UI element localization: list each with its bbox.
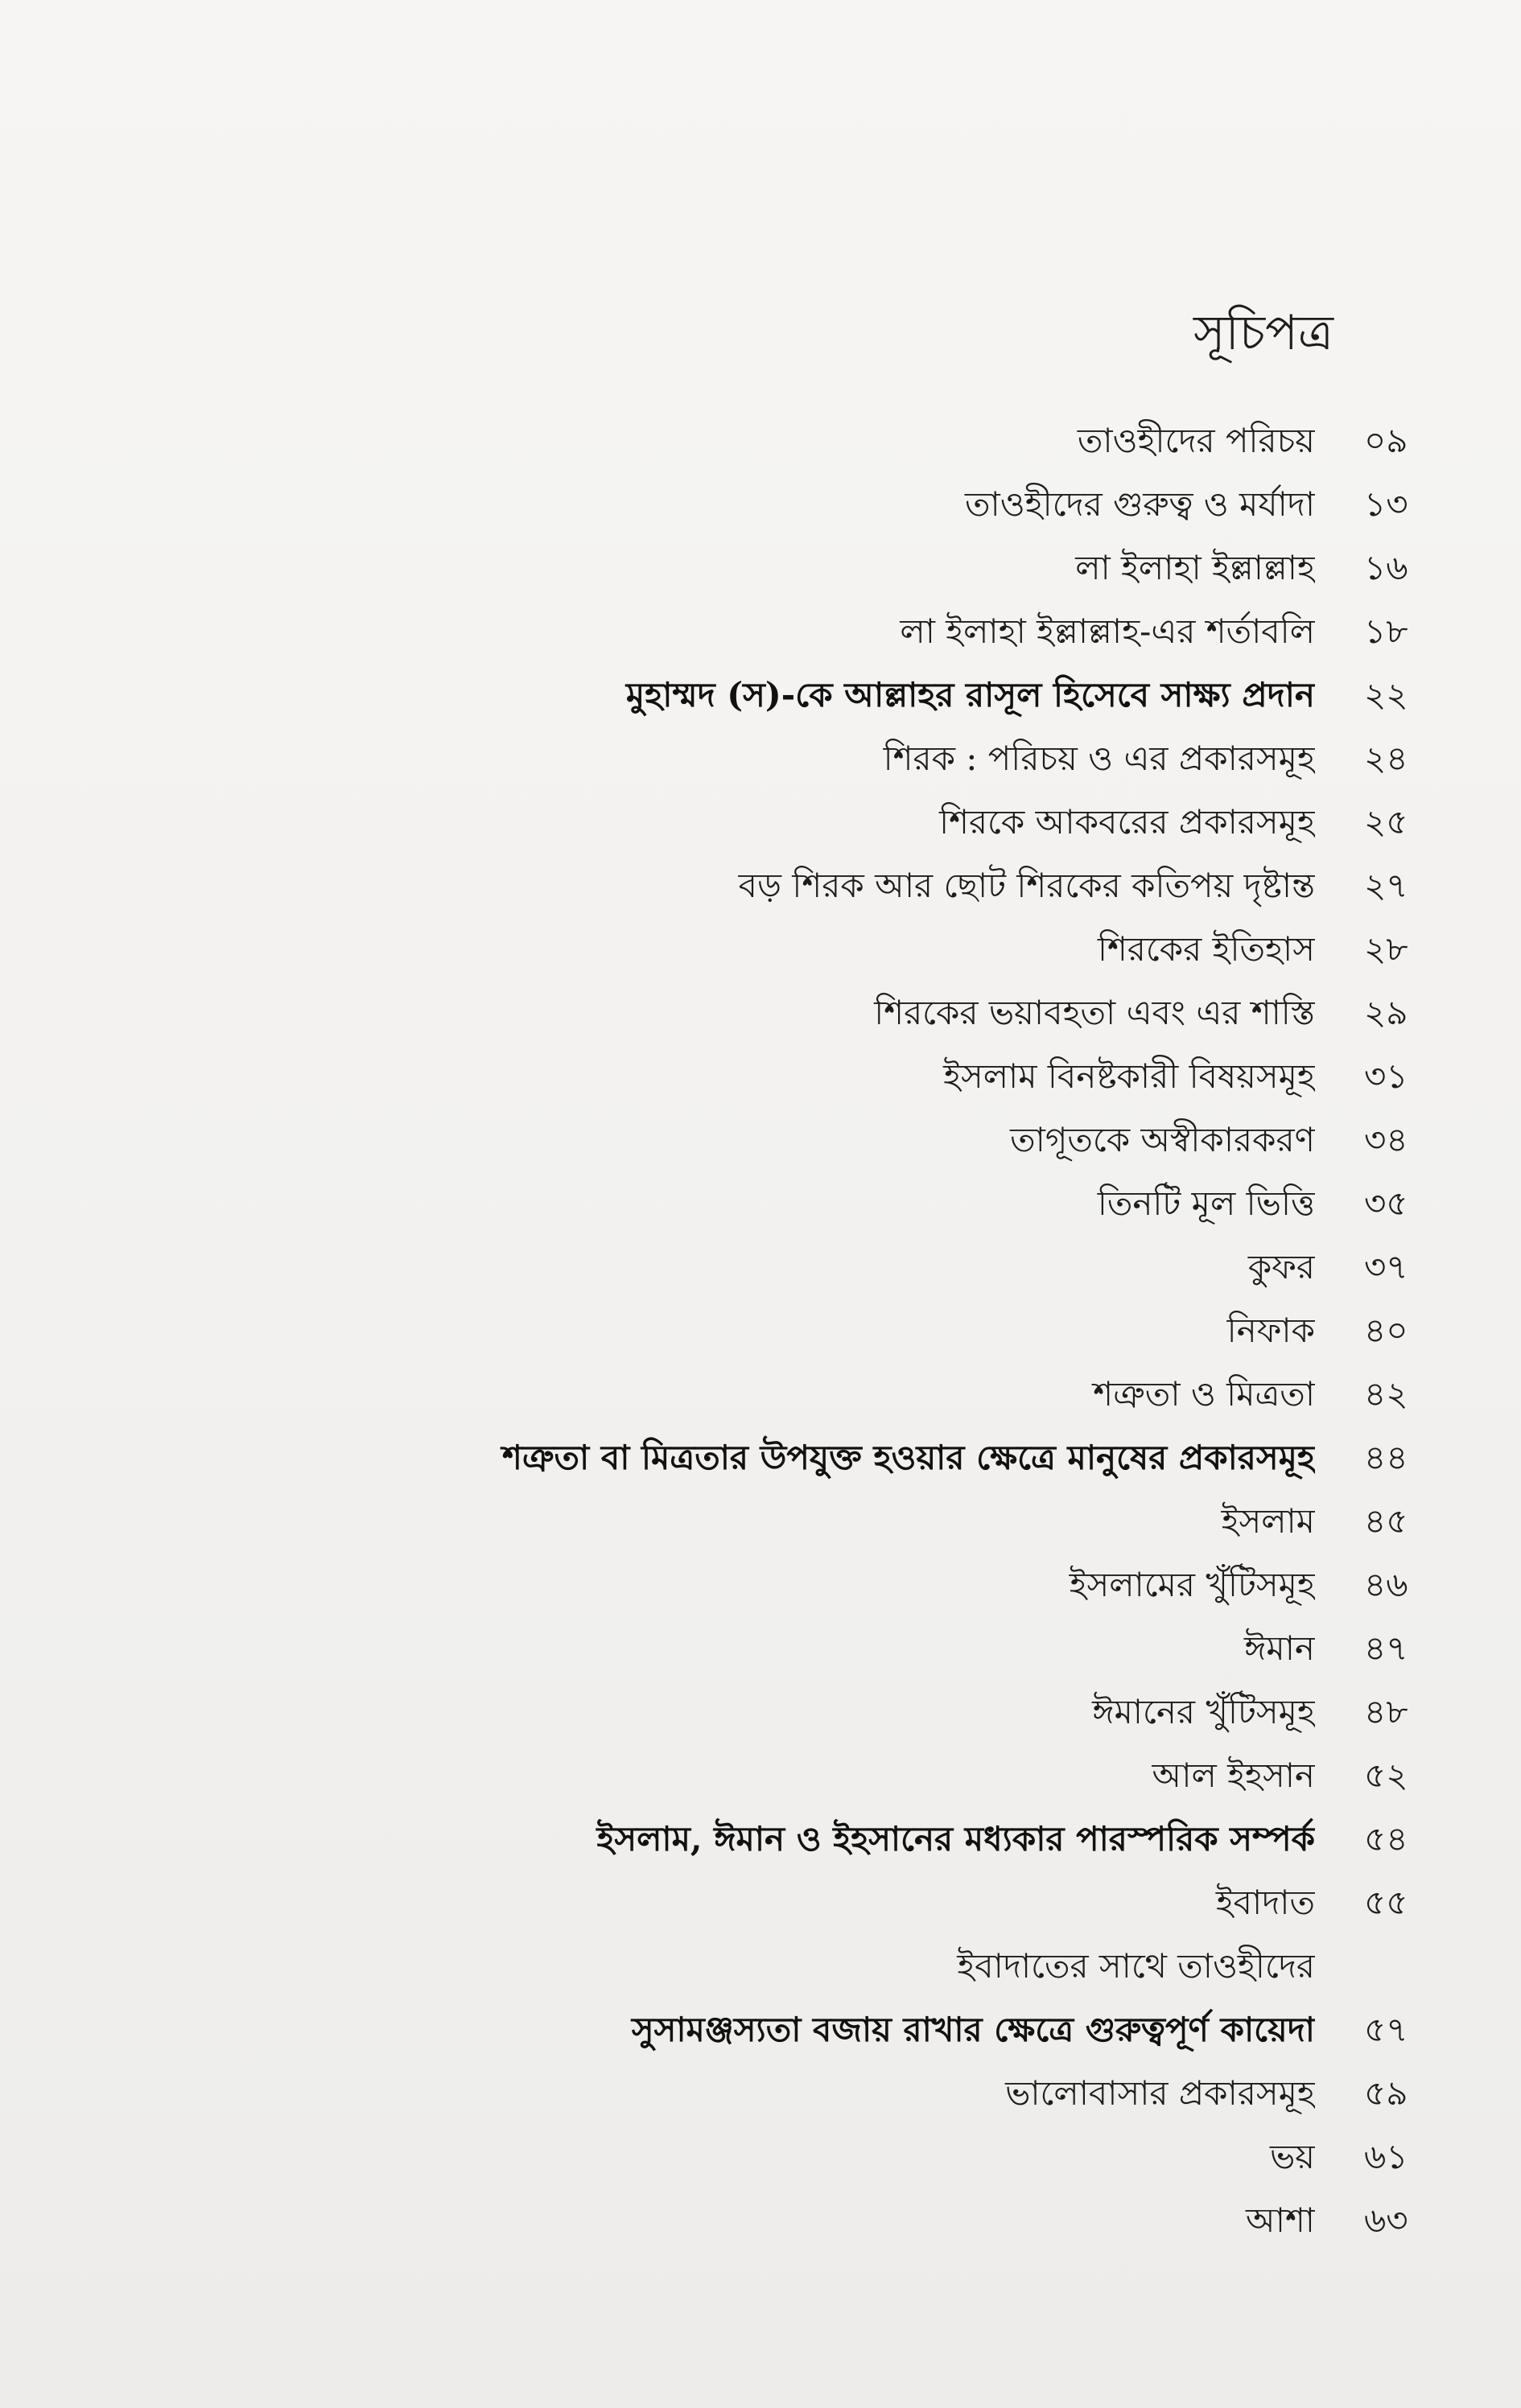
toc-entry xyxy=(0,1426,1521,1489)
toc-entry xyxy=(0,472,1521,536)
toc-entry-title: শিরক : পরিচয় ও এর প্রকারসমূহ xyxy=(883,739,1315,778)
toc-entry xyxy=(0,1616,1521,1680)
toc-entry-page-number: ৩১ xyxy=(1364,1056,1408,1096)
toc-entry xyxy=(0,854,1521,917)
toc-entry-title: ইসলাম বিনষ্টকারী বিষয়সমূহ xyxy=(943,1056,1315,1096)
toc-entry-page-number: ২৫ xyxy=(1364,802,1408,842)
toc-entry-title: শিরকে আকবরের প্রকারসমূহ xyxy=(939,802,1315,842)
toc-entry-title-line: ইবাদাতের সাথে তাওহীদের xyxy=(957,1946,1315,1986)
toc-entry-title: তাওহীদের পরিচয় xyxy=(1077,421,1315,460)
toc-entry-page-number: ৪৪ xyxy=(1364,1438,1408,1477)
toc-entry-line xyxy=(0,1934,1521,1998)
toc-entry xyxy=(0,1108,1521,1171)
toc-entry-title: তাগূতকে অস্বীকারকরণ xyxy=(1010,1120,1315,1159)
toc-entry xyxy=(0,409,1521,472)
toc-entry-page-number: ২২ xyxy=(1364,675,1408,714)
toc-entry-page-number: ৫৭ xyxy=(1364,2010,1408,2049)
toc-entry xyxy=(0,1807,1521,1871)
toc-entry-title: শিরকের ইতিহাস xyxy=(1097,929,1315,969)
toc-entry-title: ভালোবাসার প্রকারসমূহ xyxy=(1005,2073,1315,2113)
toc-entry xyxy=(0,981,1521,1044)
toc-entry-title: তিনটি মূল ভিত্তি xyxy=(1097,1183,1315,1223)
toc-entry-title: শত্রুতা বা মিত্রতার উপযুক্ত হওয়ার ক্ষেত্রে মানুষের প্রকারসমূহ xyxy=(502,1438,1315,1477)
toc-entry-page-number: ৪২ xyxy=(1364,1374,1408,1414)
toc-entry-title: লা ইলাহা ইল্লাল্লাহ-এর শর্তাবলি xyxy=(900,611,1315,651)
toc-entry-page-number: ১৩ xyxy=(1364,484,1408,524)
toc-entry-title: লা ইলাহা ইল্লাল্লাহ xyxy=(1075,548,1315,587)
toc-entry-title: আশা xyxy=(1245,2200,1315,2240)
toc-entry xyxy=(0,663,1521,727)
toc-entry-title: কুফর xyxy=(1247,1247,1315,1286)
toc-entry-page-number: ৬১ xyxy=(1364,2137,1408,2176)
toc-entry xyxy=(0,1235,1521,1299)
toc-entry-page-number: ৪৬ xyxy=(1364,1565,1408,1604)
toc-entry-page-number: ৪৫ xyxy=(1364,1501,1408,1541)
toc-entry xyxy=(0,1680,1521,1743)
toc-entry xyxy=(0,1743,1521,1807)
toc-entry-page-number: ৬৩ xyxy=(1364,2200,1408,2240)
toc-entry-title: ভয় xyxy=(1269,2137,1315,2176)
toc-entry-page-number: ০৯ xyxy=(1364,421,1408,460)
toc-entry xyxy=(0,1299,1521,1362)
toc-entry xyxy=(0,1871,1521,1934)
toc-entry-page-number: ৪৮ xyxy=(1364,1692,1408,1731)
toc-entry-title: ইবাদাত xyxy=(1215,1883,1315,1922)
toc-entry xyxy=(0,1489,1521,1553)
toc-entry-page-number: ৫৯ xyxy=(1364,2073,1408,2113)
toc-entry-title: তাওহীদের গুরুত্ব ও মর্যাদা xyxy=(965,484,1315,524)
toc-entry xyxy=(0,1044,1521,1108)
toc-entry xyxy=(0,599,1521,663)
toc-entry-title: শত্রুতা ও মিত্রতা xyxy=(1093,1374,1315,1414)
toc-entry xyxy=(0,1171,1521,1235)
toc-entry-page-number: ২৯ xyxy=(1364,993,1408,1032)
toc-entry xyxy=(0,1362,1521,1426)
toc-entry xyxy=(0,2125,1521,2188)
toc-entry-page-number: ৫২ xyxy=(1364,1756,1408,1795)
toc-entry-page-number: ২৭ xyxy=(1364,866,1408,905)
toc-entry-page-number: ৪০ xyxy=(1364,1311,1408,1350)
page-title: সূচিপত্র xyxy=(1193,305,1333,361)
toc-entry-title: ইসলামের খুঁটিসমূহ xyxy=(1069,1565,1315,1604)
toc-entry-title: ইসলাম xyxy=(1221,1501,1315,1541)
toc-entry xyxy=(0,536,1521,599)
toc-entry-page-number: ২৪ xyxy=(1364,739,1408,778)
toc-entry-page-number: ৫৫ xyxy=(1364,1883,1408,1922)
toc-entry-title: ইসলাম, ঈমান ও ইহসানের মধ্যকার পারস্পরিক সম্পর্ক xyxy=(596,1819,1315,1858)
toc-list xyxy=(0,409,1521,2252)
toc-entry-page-number: ৫৪ xyxy=(1364,1819,1408,1858)
toc-entry-page-number: ৩৫ xyxy=(1364,1183,1408,1223)
toc-entry-line xyxy=(0,1998,1521,2061)
toc-entry xyxy=(0,917,1521,981)
toc-entry-title: আল ইহসান xyxy=(1152,1756,1315,1795)
toc-entry-title: মুহাম্মদ (স)-কে আল্লাহর রাসূল হিসেবে সাক্ষ্য প্রদান xyxy=(625,675,1315,714)
toc-entry-title: ঈমানের খুঁটিসমূহ xyxy=(1092,1692,1315,1731)
toc-entry xyxy=(0,1553,1521,1616)
toc-entry xyxy=(0,790,1521,854)
toc-entry-page-number: ৩৭ xyxy=(1364,1247,1408,1286)
toc-entry xyxy=(0,2188,1521,2252)
toc-entry-page-number: ১৬ xyxy=(1364,548,1408,587)
toc-entry-page-number: ১৮ xyxy=(1364,611,1408,651)
toc-entry-page-number: ৪৭ xyxy=(1364,1628,1408,1668)
toc-entry-title: ঈমান xyxy=(1244,1628,1315,1668)
toc-entry-title: বড় শিরক আর ছোট শিরকের কতিপয় দৃষ্টান্ত xyxy=(738,866,1315,905)
toc-entry-title-line: সুসামঞ্জস্যতা বজায় রাখার ক্ষেত্রে গুরুত্বপূর্ণ কায়েদা xyxy=(631,2010,1315,2049)
toc-entry-page-number: ৩৪ xyxy=(1364,1120,1408,1159)
toc-entry-title: নিফাক xyxy=(1226,1311,1315,1350)
toc-entry xyxy=(0,1934,1521,2061)
toc-entry-page-number: ২৮ xyxy=(1364,929,1408,969)
toc-entry-title: শিরকের ভয়াবহতা এবং এর শাস্তি xyxy=(874,993,1315,1032)
toc-entry xyxy=(0,2061,1521,2125)
toc-entry xyxy=(0,727,1521,790)
